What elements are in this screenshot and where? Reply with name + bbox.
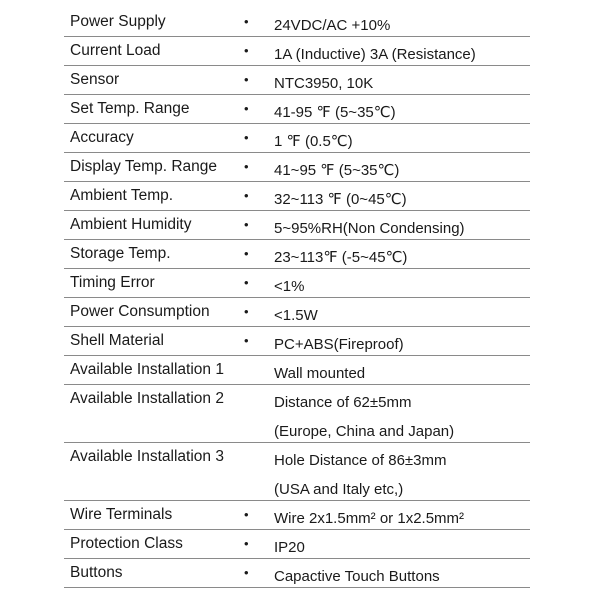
bullet-icon: • bbox=[244, 246, 249, 261]
bullet-icon: • bbox=[244, 507, 249, 522]
spec-value bbox=[274, 359, 365, 388]
spec-value-line: NTC3950, 10K bbox=[274, 75, 374, 92]
spec-value-line: 24VDC/AC +10% bbox=[274, 17, 391, 34]
spec-value-line: 41-95 ℉ (5~35℃) bbox=[274, 104, 396, 121]
spec-value bbox=[274, 533, 305, 562]
spec-value bbox=[274, 504, 464, 533]
bullet-icon: • bbox=[244, 275, 249, 290]
spec-label: Shell Material bbox=[70, 332, 164, 349]
spec-value bbox=[274, 214, 465, 243]
spec-value-line: 5~95%RH(Non Condensing) bbox=[274, 220, 465, 237]
spec-label: Current Load bbox=[70, 42, 161, 59]
spec-value-line: Hole Distance of 86±3mm bbox=[274, 452, 447, 469]
spec-value-line: 1A (Inductive) 3A (Resistance) bbox=[274, 46, 476, 63]
spec-label: Ambient Humidity bbox=[70, 216, 192, 233]
spec-value bbox=[274, 11, 390, 40]
spec-value bbox=[274, 156, 399, 185]
spec-row bbox=[64, 385, 530, 443]
spec-row bbox=[64, 8, 530, 37]
spec-value bbox=[274, 127, 353, 156]
spec-value-line: IP20 bbox=[274, 539, 305, 556]
spec-value-line: 32~113 ℉ (0~45℃) bbox=[274, 191, 407, 208]
spec-label: Ambient Temp. bbox=[70, 187, 174, 204]
spec-label: Available Installation 2 bbox=[70, 390, 224, 407]
spec-value bbox=[274, 98, 396, 127]
spec-value bbox=[274, 562, 440, 591]
spec-label: Sensor bbox=[70, 71, 120, 88]
spec-label: Buttons bbox=[70, 564, 123, 581]
spec-label: Accuracy bbox=[70, 129, 134, 146]
spec-label: Display Temp. Range bbox=[70, 158, 218, 175]
spec-row bbox=[64, 501, 530, 530]
bullet-icon: • bbox=[244, 14, 249, 29]
spec-value bbox=[274, 243, 407, 272]
spec-label: Available Installation 1 bbox=[70, 361, 224, 378]
spec-value-line: <1.5W bbox=[274, 307, 318, 324]
bullet-icon: • bbox=[244, 217, 249, 232]
spec-label: Available Installation 3 bbox=[70, 448, 224, 465]
bullet-icon: • bbox=[244, 43, 249, 58]
bullet-icon: • bbox=[244, 101, 249, 116]
spec-value bbox=[274, 40, 476, 69]
spec-row bbox=[64, 559, 530, 588]
spec-row bbox=[64, 153, 530, 182]
spec-row bbox=[64, 66, 530, 95]
spec-value bbox=[274, 446, 446, 504]
bullet-icon: • bbox=[244, 130, 249, 145]
spec-value-line: Wire 2x1.5mm² or 1x2.5mm² bbox=[274, 510, 465, 527]
spec-value bbox=[274, 388, 454, 446]
bullet-icon: • bbox=[244, 333, 249, 348]
spec-row bbox=[64, 182, 530, 211]
spec-label: Timing Error bbox=[70, 274, 155, 291]
spec-row bbox=[64, 327, 530, 356]
spec-row bbox=[64, 356, 530, 385]
spec-row bbox=[64, 443, 530, 501]
spec-value bbox=[274, 185, 407, 214]
bullet-icon: • bbox=[244, 72, 249, 87]
bullet-icon: • bbox=[244, 304, 249, 319]
spec-label: Protection Class bbox=[70, 535, 183, 552]
spec-row bbox=[64, 37, 530, 66]
spec-value-line: PC+ABS(Fireproof) bbox=[274, 336, 404, 353]
spec-value-line: Capactive Touch Buttons bbox=[274, 568, 440, 585]
spec-value-line: Wall mounted bbox=[274, 365, 366, 382]
spec-value-line: 23~113℉ (-5~45℃) bbox=[274, 249, 408, 266]
spec-row bbox=[64, 530, 530, 559]
spec-label: Set Temp. Range bbox=[70, 100, 190, 117]
spec-value bbox=[274, 330, 404, 359]
spec-row bbox=[64, 298, 530, 327]
bullet-icon: • bbox=[244, 565, 249, 580]
spec-value-line: 1 ℉ (0.5℃) bbox=[274, 133, 353, 150]
spec-label: Wire Terminals bbox=[70, 506, 173, 523]
spec-label: Storage Temp. bbox=[70, 245, 171, 262]
spec-table bbox=[64, 8, 530, 588]
spec-value-line: (Europe, China and Japan) bbox=[274, 423, 455, 440]
bullet-icon: • bbox=[244, 188, 249, 203]
spec-value bbox=[274, 272, 304, 301]
spec-row bbox=[64, 240, 530, 269]
spec-row bbox=[64, 95, 530, 124]
spec-row bbox=[64, 124, 530, 153]
bullet-icon: • bbox=[244, 159, 249, 174]
spec-label: Power Supply bbox=[70, 13, 166, 30]
spec-value-line: <1% bbox=[274, 278, 305, 295]
spec-value-line: 41~95 ℉ (5~35℃) bbox=[274, 162, 400, 179]
spec-value-line: Distance of 62±5mm bbox=[274, 394, 412, 411]
spec-label: Power Consumption bbox=[70, 303, 210, 320]
spec-value bbox=[274, 301, 318, 330]
spec-value bbox=[274, 69, 373, 98]
spec-row bbox=[64, 211, 530, 240]
spec-row bbox=[64, 269, 530, 298]
spec-value-line: (USA and Italy etc,) bbox=[274, 481, 404, 498]
bullet-icon: • bbox=[244, 536, 249, 551]
